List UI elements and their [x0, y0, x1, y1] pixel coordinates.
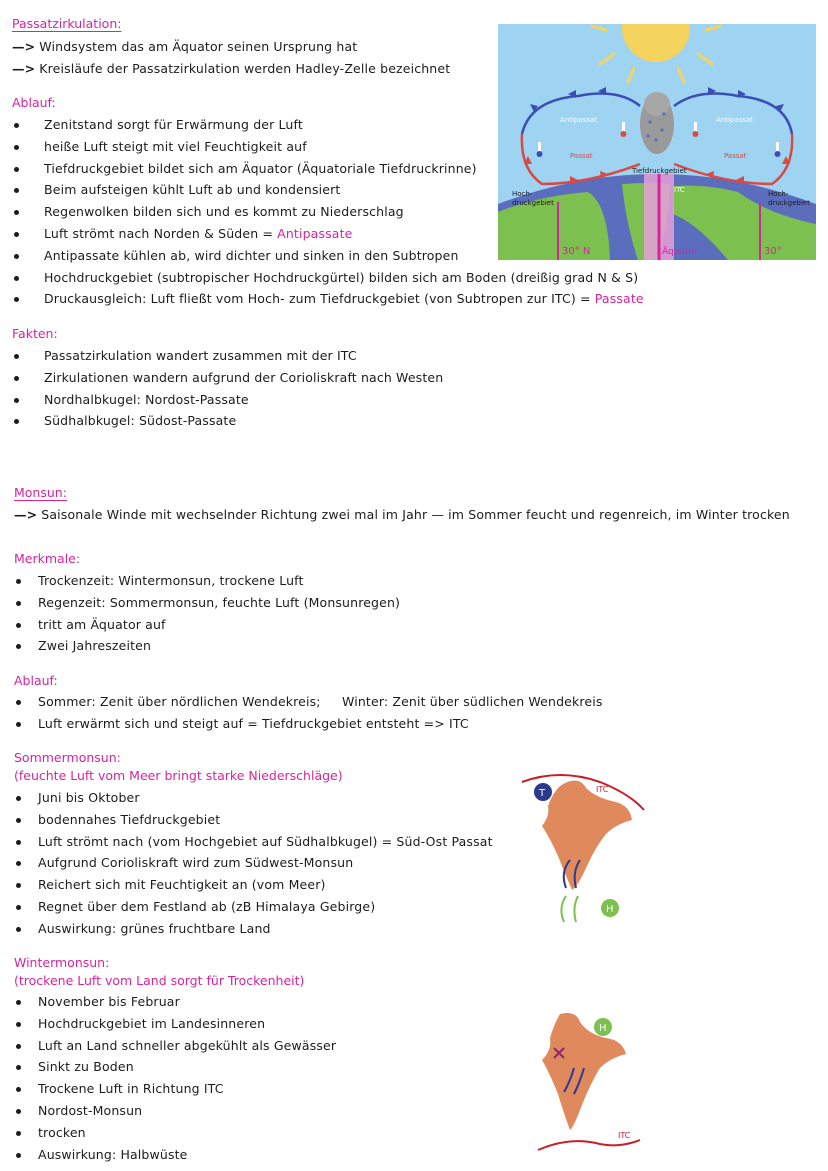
label-antipassat-left: Antipassat: [560, 116, 597, 124]
label-hochdruck-right-1: Hoch-: [768, 190, 789, 198]
wintermonsun-title: Wintermonsun:: [14, 955, 110, 970]
bullet: [16, 1109, 21, 1114]
svg-text:T: T: [539, 788, 546, 799]
passat-intro-2: [12, 60, 450, 77]
list-item: [44, 247, 459, 264]
bullet: [14, 254, 19, 259]
list-item: Passatzirkulation wandert zusammen mit der ITC: [44, 348, 357, 363]
list-item-text: Luft strömt nach Norden & Süden =: [44, 226, 278, 241]
badge-h-icon: [601, 899, 619, 917]
list-item: tritt am Äquator auf: [38, 616, 166, 632]
wintermonsun-subtitle: (trockene Luft vom Land sorgt für Trockenheit): [14, 973, 305, 988]
bullet: [16, 818, 21, 823]
list-item: [44, 138, 307, 155]
bullet: [16, 883, 21, 888]
list-item: [44, 116, 303, 133]
svg-text:H: H: [606, 904, 614, 915]
badge-h-icon: [594, 1018, 612, 1036]
list-item: Luft strömt nach (vom Hochgebiet auf Südhalbkugel) = Süd-Ost Passat: [38, 833, 493, 849]
monsun-ablauf-2: Luft erwärmt sich und steigt auf = Tiefdruckgebiet entsteht => ITC: [38, 716, 469, 731]
list-item-text: Tiefdruckgebiet bildet sich am Äquator (Äquatoriale Tiefdruckrinne): [44, 160, 477, 176]
bullet: [14, 276, 19, 281]
bullet: [16, 927, 21, 932]
list-item: Regenzeit: Sommermonsun, feuchte Luft (Monsunregen): [38, 594, 401, 610]
arrow-icon: —>: [12, 39, 36, 54]
label-hochdruck-right-2: druckgebiet: [768, 199, 810, 207]
bullet: [16, 840, 21, 845]
bullet: [14, 167, 19, 172]
list-item: Nordhalbkugel: Nordost-Passate: [44, 391, 249, 407]
highlight-term: Passate: [594, 291, 644, 307]
bullet: [16, 601, 21, 606]
list-item: Sinkt zu Boden: [38, 1059, 134, 1075]
list-item: November bis Februar: [38, 994, 180, 1009]
sommermonsun-title: Sommermonsun:: [14, 750, 121, 765]
list-item: Nordost-Monsun: [38, 1103, 143, 1118]
bullet: [16, 1022, 21, 1027]
monsun-ablauf-1b: Winter: Zenit über südlichen Wendekreis: [342, 694, 603, 709]
bullet: [16, 579, 21, 584]
monsun-ablauf-1a: Sommer: Zenit über nördlichen Wendekreis;: [38, 694, 321, 709]
monsun-ablauf-title: Ablauf:: [14, 673, 58, 688]
bullet: [16, 905, 21, 910]
svg-text:H: H: [599, 1023, 607, 1034]
label-30s: 30°: [764, 246, 782, 257]
list-item: Auswirkung: Halbwüste: [38, 1146, 188, 1162]
bullet: [16, 623, 21, 628]
summer-monsoon-map: [520, 768, 650, 928]
winter-monsoon-map: [530, 1008, 650, 1158]
list-item-text: Hochdruckgebiet (subtropischer Hochdruckgürtel) bilden sich am Boden (dreißig grad N & S): [44, 269, 639, 285]
bullet: [14, 145, 19, 150]
bullet: [16, 796, 21, 801]
list-item: Aufgrund Corioliskraft wird zum Südwest-Monsun: [38, 855, 354, 871]
list-item: Luft an Land schneller abgekühlt als Gewässer: [38, 1037, 337, 1053]
list-item: Auswirkung: grünes fruchtbare Land: [38, 920, 271, 936]
list-item-text: Beim aufsteigen kühlt Luft ab und kondensiert: [44, 182, 341, 198]
label-30n: 30° N: [562, 246, 591, 257]
bullet: [16, 861, 21, 866]
label-aequator: Äquator: [662, 247, 698, 257]
list-item: Reichert sich mit Feuchtigkeit an (vom Meer): [38, 877, 326, 893]
hadley-diagram-svg: [498, 24, 816, 260]
list-item: Hochdruckgebiet im Landesinneren: [38, 1015, 266, 1031]
bullet: [14, 123, 19, 128]
bullet: [16, 700, 21, 705]
label-hochdruck-left-2: druckgebiet: [512, 199, 554, 207]
bullet: [16, 1153, 21, 1158]
bullet: [16, 1065, 21, 1070]
list-item: trocken: [38, 1124, 86, 1140]
passat-intro-text: Windsystem das am Äquator seinen Ursprung hat: [39, 39, 358, 54]
bullet: [14, 398, 19, 403]
bullet: [14, 188, 19, 193]
list-item-text: Regenwolken bilden sich und es kommt zu Niederschlag: [44, 204, 404, 220]
bullet: [16, 1044, 21, 1049]
list-item: [44, 160, 477, 177]
bullet: [14, 354, 19, 359]
monsun-title: Monsun:: [14, 485, 67, 500]
passat-fakten-title: Fakten:: [12, 326, 58, 341]
monsun-intro: [14, 506, 790, 523]
list-item-text: Druckausgleich: Luft fließt vom Hoch- zum Tiefdruckgebiet (von Subtropen zur ITC) =: [44, 291, 595, 307]
list-item: Trockene Luft in Richtung ITC: [38, 1081, 224, 1097]
arrow-icon: —>: [14, 507, 38, 522]
list-item: bodennahes Tiefdruckgebiet: [38, 811, 221, 827]
sommermonsun-subtitle: (feuchte Luft vom Meer bringt starke Niederschläge): [14, 768, 343, 783]
list-item-text: heiße Luft steigt mit viel Feuchtigkeit auf: [44, 138, 307, 154]
merkmale-title: Merkmale:: [14, 551, 81, 566]
winter-map-svg: [530, 1008, 650, 1158]
label-tiefdruckgebiet: Tiefdruckgebiet: [632, 167, 687, 175]
highlight-term: Antipassate: [277, 226, 353, 241]
list-item: Regnet über dem Festland ab (zB Himalaya Gebirge): [38, 899, 376, 914]
list-item: Trockenzeit: Wintermonsun, trockene Luft: [38, 573, 304, 588]
bullet: [14, 210, 19, 215]
list-item: Zirkulationen wandern aufgrund der Corioliskraft nach Westen: [44, 369, 444, 385]
label-itc: ITC: [674, 186, 685, 194]
summer-map-svg: [520, 768, 650, 928]
map-label-itc: ITC: [618, 1131, 631, 1140]
wind-arrows-lower: [561, 896, 578, 922]
bullet: [14, 376, 19, 381]
hadley-cell-diagram: [498, 24, 816, 260]
list-item: Juni bis Oktober: [38, 790, 140, 805]
india-shape: [542, 780, 632, 890]
label-antipassat-right: Antipassat: [716, 116, 753, 124]
list-item: Südhalbkugel: Südost-Passate: [44, 413, 237, 429]
list-item: [44, 225, 353, 242]
label-passat-left: Passat: [570, 152, 593, 160]
bullet: [16, 722, 21, 727]
map-label-itc: ITC: [596, 785, 609, 794]
bullet: [16, 1000, 21, 1005]
monsun-intro-text: Saisonale Winde mit wechselnder Richtung zwei mal im Jahr — im Sommer feucht und regenreich, im Winter trocken: [41, 507, 790, 522]
arrow-icon: —>: [12, 61, 36, 76]
passat-intro-1: [12, 38, 357, 55]
bullet: [16, 1087, 21, 1092]
bullet: [14, 297, 19, 302]
itc-line: [538, 1140, 640, 1150]
label-hochdruck-left-1: Hoch-: [512, 190, 533, 198]
list-item: [44, 203, 404, 220]
bullet: [16, 644, 21, 649]
bullet: [14, 419, 19, 424]
passat-title: Passatzirkulation:: [12, 16, 122, 31]
list-item: Zwei Jahreszeiten: [38, 638, 152, 654]
list-item: [44, 290, 644, 307]
label-passat-right: Passat: [724, 152, 747, 160]
passat-intro-text: Kreisläufe der Passatzirkulation werden Hadley-Zelle bezeichnet: [39, 61, 451, 76]
cloud-icon: [640, 92, 674, 154]
passat-ablauf-title: Ablauf:: [12, 95, 56, 110]
bullet: [14, 232, 19, 237]
badge-t-icon: [534, 783, 552, 801]
list-item-text: Zenitstand sorgt für Erwärmung der Luft: [44, 117, 303, 132]
list-item: [44, 269, 638, 286]
list-item: [44, 181, 340, 198]
bullet: [16, 1131, 21, 1136]
list-item-text: Antipassate kühlen ab, wird dichter und sinken in den Subtropen: [44, 247, 459, 263]
